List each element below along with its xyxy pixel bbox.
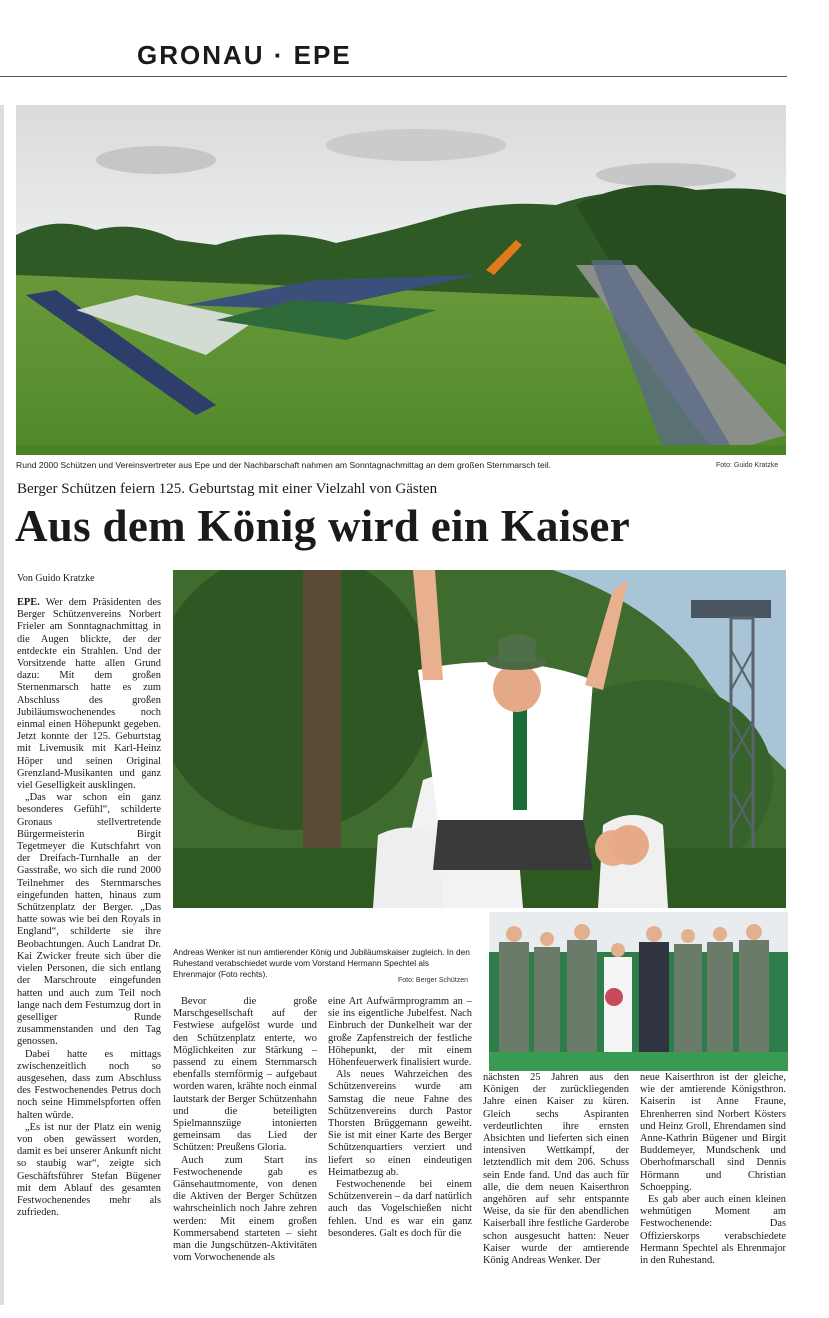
paragraph: Bevor die große Marschgesellschaft auf der Festwiese aufgelöst wurde und den Schützenplatz enterte, wo Möglichkeiten zur Stärkung – passend zu einem Sternmarsch ebenfalls sternförmig – aufgebaut worden waren, krähte noch einmal lautstark der Berger Schützenhahn und die beteiligten Spielmannszüge intonierten gemeinsam das Lied der Schützen: Preußens Gloria. (173, 996, 317, 1154)
paragraph: Dabei hatte es mittags zwischenzeitlich noch so ausgesehen, dass zum Abschluss des Festwochenendes Petrus doch noch seine Himmelspforten offen halten würde. (17, 1048, 161, 1121)
section-title: GRONAU · EPE (137, 40, 352, 70)
paragraph: Es gab aber auch einen kleinen wehmütigen Moment am Festwochenende: Das Offizierskorps verabschiedete Hermann Spechtel als Ehrenmajor in den Ruhestand. (640, 1194, 786, 1267)
paragraph: Als neues Wahrzeichen des Schützenvereins wurde am Samstag die neue Fahne des Schützenvereins durch Pastor Thorsten Brüggemann geweiht. Sie ist mit einer Karte des Berger Schützenquartiers verziert und liefert so einen eindeutigen Heimatbezug ab. (328, 1069, 472, 1178)
article-byline: Von Guido Kratzke (17, 573, 95, 584)
article-kicker: Berger Schützen feiern 125. Geburtstag mit einer Vielzahl von Gästen (17, 481, 438, 497)
sternmarsch-photo (16, 105, 786, 455)
page-edge (0, 105, 4, 1305)
article-dateline: EPE. (17, 597, 40, 608)
header-rule (0, 76, 787, 77)
paragraph: „Es ist nur der Platz ein wenig von oben gewässert worden, damit es bei unserer Ankunft nicht so staubig war“, zeigte sich Geschäftsführer Stefan Bügener mit dem Ablauf des gesamten Festwochenendes mehr als zufrieden. (17, 1121, 161, 1219)
top-photo-credit: Foto: Guido Kratzke (716, 462, 779, 469)
koenig-photo-caption: Andreas Wenker ist nun amtierender König und Jubiläumskaiser zugleich. In den Ruhestand verabschiedet wurde vom Vorstand Hermann Spechtel als Ehrenmajor (Foto rechts). (173, 947, 470, 979)
article-column-5 (640, 1072, 786, 1267)
koenig-photo-credit: Foto: Berger Schützen (398, 977, 469, 984)
koenig-photo (173, 570, 786, 908)
paragraph: „Das war schon ein ganz besonderes Gefühl“, schilderte Gronaus stellvertretende Bürgermeisterin Birgit Tegetmeyer die Kutschfahrt von der Dreifach-Turnhalle an der Gasstraße, wo sich die rund 2000 Teilnehmer des Sternmarsches eingefunden hatten, hinaus zum Schützenplatz der Berger. „Das hatte sowas wie bei den Royals in England“, schilderte sie ihre Beobachtungen. Auch Landrat Dr. Kai Zwicker freute sich über die vielen Personen, die sich entlang der Marschroute eingefunden hatten und auch zum Teil noch lange nach dem Festumzug dort in geselliger Runde zusammenstanden und den Tag genossen. (17, 792, 161, 1048)
paragraph: neue Kaiserthron ist der gleiche, wie der amtierende Königsthron. Kaiserin ist Anne Fraune, Ehrenherren sind Norbert Kösters und Heinz Groll, Ehrendamen sind Anne-Kathrin Bügener und Birgit Buddemeyer, Mundschenk und Oberhofmarschall sind Dennis Hörmann und Christian Schoepping. (640, 1072, 786, 1193)
article-column-4 (483, 1072, 629, 1267)
top-photo-caption: Rund 2000 Schützen und Vereinsvertreter aus Epe und der Nachbarschaft nahmen am Sonntagnachmittag an dem großen Sternmarsch teil. (16, 460, 552, 470)
paragraph: Auch zum Start ins Festwochenende gab es Gänsehautmomente, von denen die Aktiven der Berger Schützen wahrscheinlich noch Jahre zehren werden: Mit einem großen Kommersabend starteten – sieht man die Jungschützen-Aktivitäten vom Vorwochenende als (173, 1154, 317, 1264)
article-column-2 (173, 996, 317, 1264)
article-column-3 (328, 996, 472, 1240)
paragraph: Festwochenende bei einem Schützenverein – da darf natürlich auch das Vogelschießen nicht fehlen. Und es war ein ganz besonderes. Galt es doch für die (328, 1179, 472, 1239)
article-column-1 (17, 597, 161, 1219)
offizierskorps-photo (487, 910, 790, 1073)
paragraph: eine Art Aufwärmprogramm an – sie ins eigentliche Jubelfest. Nach Einbruch der Dunkelheit war der große Zapfenstreich der festliche Höhepunkt, der mit einem Höhenfeuerwerk finalisiert wurde. (328, 996, 472, 1069)
paragraph: nächsten 25 Jahren aus den Königen der zurückliegenden Jahre einen Kaiser zu küren. Gleich sechs Aspiranten verdeutlichten ihre ernsten Absichten und lieferten sich einen intensiven Wettkampf, der letztendlich mit dem 206. Schuss sein Ende fand. Und das auch für alle, die dem neuen Kaiserthron angehören auf sehr entspannte Weise, da sie für den abendlichen Kaiserball ihre festliche Garderobe schon ausgesucht hatten: Neuer Kaiser wurde der amtierende König Andreas Wenker. Der (483, 1072, 629, 1267)
koenig-photo-art (173, 570, 786, 908)
sternmarsch-photo-art (16, 105, 786, 455)
article-headline: Aus dem König wird ein Kaiser (15, 501, 630, 551)
paragraph: Wer dem Präsidenten des Berger Schützenvereins Norbert Frieler am Sonntagnachmittag in die Augen blickte, der der entdeckte ein Strahlen. Und der Vorsitzende hatte allen Grund dazu: Mit dem großen Sternenmarsch hatte es zum Abschluss des großen Jubiläumswochenendes noch einmal einen Höhepunkt gegeben. Jetzt konnte der 125. Geburtstag mit Livemusik mit Karl-Heinz Höper und seinen Original Grenzland-Musikanten und ganz viel Geselligkeit ausklingen. (17, 597, 161, 792)
offizierskorps-photo-art (489, 912, 788, 1071)
